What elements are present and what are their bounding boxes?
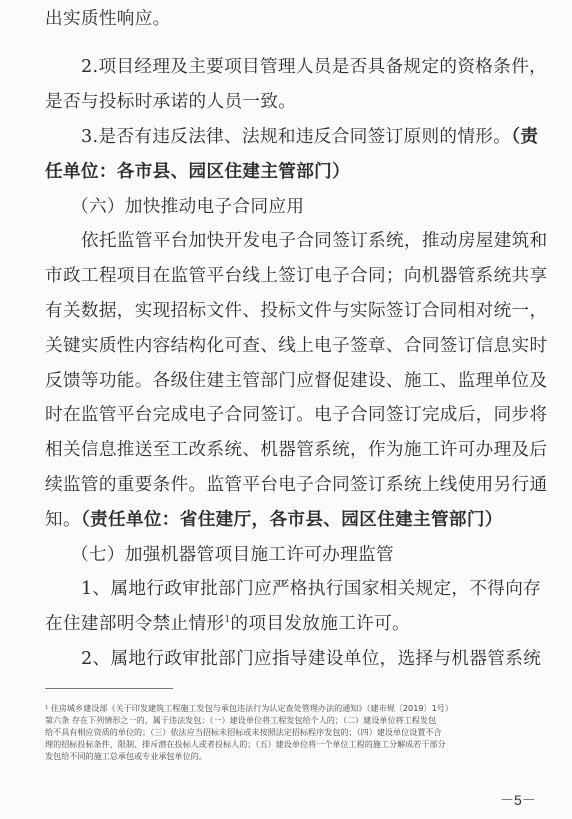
body-line: 出实质性响应。 <box>45 9 171 29</box>
footnote-line: 理的招标投标条件，限制、排斥潜在投标人或者投标人的；（五）建设单位将一个单位工程的施工分解成若干部分 <box>45 739 446 749</box>
body-line: 1、属地行政审批部门应严格执行国家相关规定，不得向存 <box>81 579 542 599</box>
footnote-line: 给不具有相应资质的单位的；（三）依法应当招标未招标或未按照法定招标程序发包的；（四）建设单位设置不合 <box>45 727 442 737</box>
section-heading: （七）加强机器管项目施工许可办理监管 <box>71 545 394 565</box>
section-heading: （六）加快推动电子合同应用 <box>71 197 305 217</box>
body-line: 依托监管平台加快开发电子合同签订系统，推动房屋建筑和 <box>81 231 548 251</box>
footnote-marker: 1 <box>224 615 231 626</box>
body-line: 反馈等功能。各级住建主管部门应督促建设、施工、监理单位及 <box>45 371 548 391</box>
footnote-line: 发包给不同的施工总承包或专业承包单位的。 <box>45 751 207 761</box>
page-number: －5－ <box>500 792 536 808</box>
body-text: 3.是否有违反法律、法规和违反合同签订原则的情形。 <box>81 127 512 147</box>
body-text: 在住建部明令禁止情形 <box>45 614 225 634</box>
footnote-divider <box>45 688 173 689</box>
footnote-line: 第六条 存在下列情形之一的，属于违法发包：（一）建设单位将工程发包给个人的；（二）建设单位将工程发包 <box>45 715 437 725</box>
responsibility-text: （责 <box>511 127 539 147</box>
responsibility-text: 任单位：各市县、园区住建主管部门） <box>45 162 351 182</box>
body-line <box>81 126 538 148</box>
body-text: 知。 <box>45 510 81 530</box>
body-line: 续监管的重要条件。监管平台电子合同签订系统上线使用另行通 <box>45 475 548 495</box>
body-line: 2、属地行政审批部门应指导建设单位，选择与机器管系统 <box>81 649 542 669</box>
body-text: 的项目发放施工许可。 <box>230 614 410 634</box>
body-line: 2.项目经理及主要项目管理人员是否具备规定的资格条件， <box>81 57 548 77</box>
body-line: 市政工程项目在监管平台线上签订电子合同；向机器管系统共享 <box>45 266 548 286</box>
body-line <box>45 613 410 635</box>
body-line: 关键实质性内容结构化可查、线上电子签章、合同签订信息实时 <box>45 336 548 356</box>
body-line: 时在监管平台完成电子合同签订。电子合同签订完成后，同步将 <box>45 405 548 425</box>
footnote-line: ¹ 住房城乡建设部《关于印发建筑工程施工发包与承包违法行为认定查处管理办法的通知》（建市规〔2019〕1号） <box>45 703 453 713</box>
body-line <box>45 509 503 531</box>
responsibility-text: （责任单位：省住建厅，各市县、园区住建主管部门） <box>80 510 503 530</box>
body-line: 相关信息推送至工改系统、机器管系统，作为施工许可办理及后 <box>45 440 548 460</box>
body-line: 是否与投标时承诺的人员一致。 <box>45 92 297 112</box>
body-line: 有关数据，实现招标文件、投标文件与实际签订合同相对统一， <box>45 301 548 321</box>
